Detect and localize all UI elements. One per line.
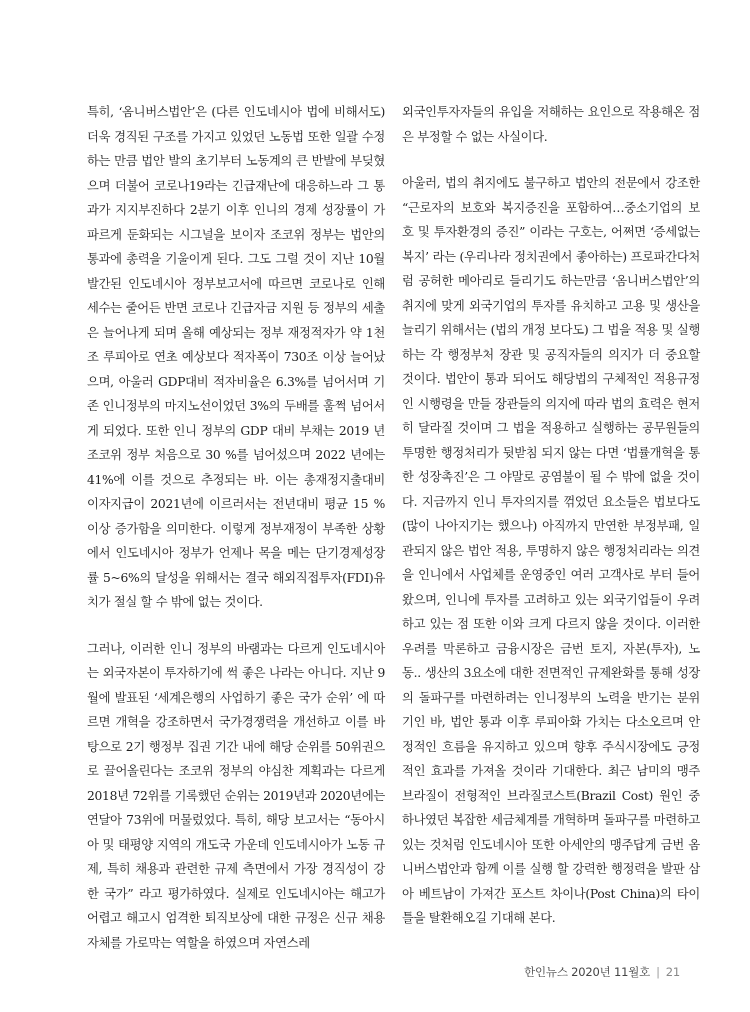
publication-title: 한인뉴스 2020년 11월호 — [524, 965, 651, 979]
article-left-column — [87, 100, 385, 955]
article-right-column — [402, 100, 700, 931]
paragraph: 특히, ‘옴니버스법안’은 (다른 인도네시아 법에 비해서도) 더욱 경직된 구조를 가지고 있었던 노동법 또한 일괄 수정하는 만큼 법안 발의 초기부터 노동계의 큰 반발에 부딪혔으며 더불어 코로나19라는 긴급재난에 대응하느라 그 통과가 지지부진하다 2분기 이후 인니의 경제 성장률이 가파르게 둔화되는 시그널을 보이자 조코위 정부는 법안의 통과에 총력을 기울이게 된다. 그도 그럴 것이 지난 10월 발간된 인도네시아 정부보고서에 따르면 코로나로 인해 세수는 줄어든 반면 코로나 긴급자금 지원 등 정부의 세출은 늘어나게 되며 올해 예상되는 정부 재정적자가 약 1천조 루피아로 연초 예상보다 적자폭이 730조 이상 늘어났으며, 아울러 GDP대비 적자비율은 6.3%를 넘어서며 기존 인니정부의 마지노선이었던 3%의 두배를 훌쩍 넘어서게 되었다. 또한 인니 정부의 GDP 대비 부채는 2019 년 조코위 정부 처음으로 30 %를 넘어섰으며 2022 년에는 41%에 이를 것으로 추정되는 바. 이는 총재정지출대비 이자지급이 2021년에 이르러서는 전년대비 평균 15 %이상 증가함을 의미한다. 이렇게 정부재정이 부족한 상황에서 인도네시아 정부가 언제나 목을 메는 단기경제성장률 5~6%의 달성을 위해서는 결국 해외직접투자(FDI)유치가 절실 할 수 밖에 없는 것이다. — [87, 105, 385, 609]
footer-separator: | — [656, 965, 660, 979]
paragraph: 외국인투자자들의 유입을 저해하는 요인으로 작용해온 점은 부정할 수 없는 사실이다. — [402, 105, 700, 144]
page-number: 21 — [665, 965, 680, 979]
paragraph: 그러나, 이러한 인니 정부의 바램과는 다르게 인도네시아는 외국자본이 투자하기에 썩 좋은 나라는 아니다. 지난 9월에 발표된 ‘세계은행의 사업하기 좋은 국가 순위’ 에 따르면 개혁을 강조하면서 국가경쟁력을 개선하고 이를 바탕으로 2기 행정부 집권 기간 내에 해당 순위를 50위권으로 끌어올린다는 조코위 정부의 야심찬 계획과는 다르게 2018년 72위를 기록했던 순위는 2019년과 2020년에는 연달아 73위에 머물렀었다. 특히, 해당 보고서는 “동아시아 및 태평양 지역의 개도국 가운데 인도네시아가 노동 규제, 특히 채용과 관련한 규제 측면에서 가장 경직성이 강한 국가” 라고 평가하였다. 실제로 인도네시아는 해고가 어렵고 해고시 엄격한 퇴직보상에 대한 규정은 신규 채용 자체를 가로막는 역할을 하였으며 자연스레 — [87, 641, 385, 950]
paragraph: 아울러, 법의 취지에도 불구하고 법안의 전문에서 강조한 “근로자의 보호와 복지증진을 포함하여…중소기업의 보호 및 투자환경의 증진” 이라는 구호는, 어쩌면 ‘증세없는 복지’ 라는 (우리나라 정치권에서 좋아하는) 프로파간다처럼 공허한 메아리로 들리기도 하는만큼 ‘옴니버스법안’의 취지에 맞게 외국기업의 투자를 유치하고 고용 및 생산을 늘리기 위해서는 (법의 개정 보다도) 그 법을 적용 및 실행하는 각 행정부처 장관 및 공직자들의 의지가 더 중요할 것이다. 법안이 통과 되어도 해당법의 구체적인 적용규정인 시행령을 만들 장관들의 의지에 따라 법의 효력은 현저히 달라질 것이며 그 법을 적용하고 실행하는 공무원들의 투명한 행정처리가 뒷받침 되지 않는 다면 ‘법률개혁을 통한 성장촉진’은 그 야말로 공염불이 될 수 밖에 없을 것이다. 지금까지 인니 투자의지를 꺾었던 요소들은 법보다도 (많이 나아지기는 했으나) 아직까지 만연한 부정부패, 일관되지 않은 법안 적용, 투명하지 않은 행정처리라는 의견을 인니에서 사업체를 운영중인 여러 고객사로 부터 들어왔으며, 인니에 투자를 고려하고 있는 외국기업들이 우려하고 있는 점 또한 이와 크게 다르지 않을 것이다. 이러한 우려를 막론하고 금융시장은 금번 토지, 자본(투자), 노동.. 생산의 3요소에 대한 전면적인 규제완화를 통해 성장의 돌파구를 마련하려는 인니정부의 노력을 반기는 분위기인 바, 법안 통과 이후 루피아화 가치는 다소오르며 안정적인 흐름을 유지하고 있으며 향후 주식시장에도 긍정적인 효과를 가져올 것이라 기대한다. 최근 남미의 맹주 브라질이 전형적인 브라질코스트(Brazil Cost) 원인 중 하나였던 복잡한 세금체계를 개혁하며 돌파구를 마련하고 있는 것처럼 인도네시아 또한 아세안의 맹주답게 금번 옴니버스법안과 함께 이를 실행 할 강력한 행정력을 발판 삼아 베트남이 가져간 포스트 차이나(Post China)의 타이틀을 탈환해오길 기대해 본다. — [402, 176, 700, 925]
page-footer — [524, 964, 680, 980]
